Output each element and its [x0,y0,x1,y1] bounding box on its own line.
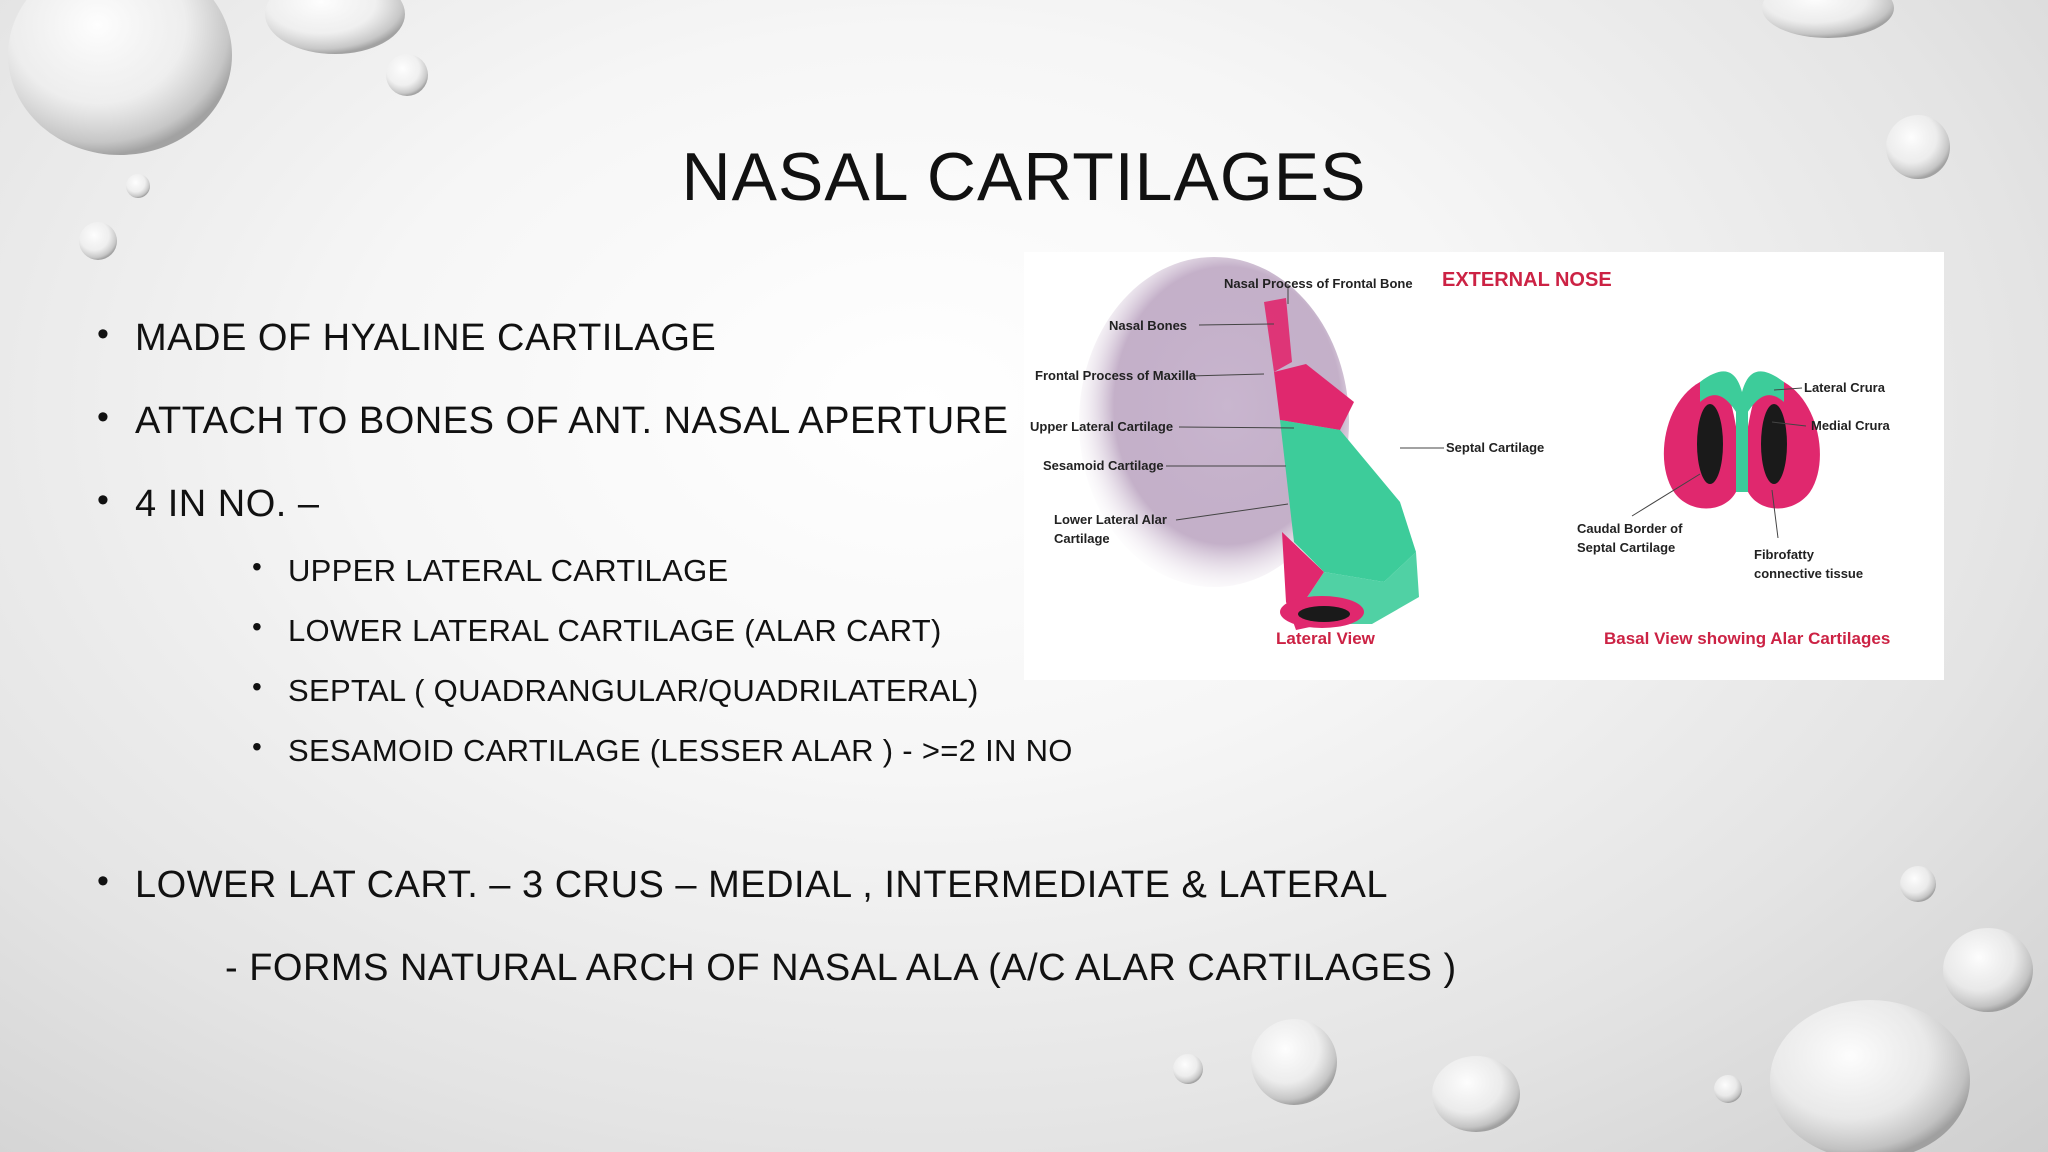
caption-basal-view: Basal View showing Alar Cartilages [1604,629,1891,648]
bullet-icon: • [97,398,110,436]
label-lower-lateral-2: Cartilage [1054,531,1110,546]
sub-bullet-text: LOWER LATERAL CARTILAGE (ALAR CART) [288,613,942,648]
label-lateral-crura: Lateral Crura [1804,380,1885,395]
bullet-note: - FORMS NATURAL ARCH OF NASAL ALA (A/C ALAR CARTILAGES ) [225,947,1457,989]
basal-view-nose [1664,371,1820,508]
sub-bullet-item [252,551,729,589]
figure-heading: EXTERNAL NOSE [1442,269,1612,291]
label-nasal-process: Nasal Process of Frontal Bone [1224,276,1413,291]
bullet-icon: • [97,862,110,900]
slide-title: NASAL CARTILAGES [681,139,1367,215]
label-fibrofatty-1: Fibrofatty [1754,547,1814,562]
sub-bullet-item [252,671,979,709]
drop [1770,1000,1970,1152]
drop [8,0,232,155]
label-frontal-process: Frontal Process of Maxilla [1035,368,1197,383]
label-caudal-2: Septal Cartilage [1577,540,1676,555]
label-nasal-bones: Nasal Bones [1109,318,1188,333]
bullet-icon: • [97,481,110,519]
bullet-text: MADE OF HYALINE CARTILAGE [135,317,717,359]
bullet-icon: • [97,315,110,353]
bullet-text: 4 IN NO. – [135,483,320,525]
bullet-icon: • [252,611,263,642]
nose-illustration [1024,252,1944,680]
label-upper-lateral: Upper Lateral Cartilage [1030,419,1174,434]
sub-bullet-item [252,731,1073,769]
sub-bullet-item [252,611,942,649]
bullet-item [97,315,717,360]
bullet-icon: • [252,731,263,762]
drop [1173,1054,1203,1084]
external-nose-figure [1024,252,1944,680]
bullet-text: ATTACH TO BONES OF ANT. NASAL APERTURE [135,400,1009,442]
drop [1900,866,1936,902]
label-lower-lateral-1: Lower Lateral Alar [1054,512,1167,527]
drop [1714,1075,1742,1103]
bullet-item [97,398,1009,443]
label-caudal-1: Caudal Border of [1577,521,1683,536]
drop [79,222,117,260]
bullet-item [97,862,1389,907]
bullet-icon: • [252,551,263,582]
bullet-item [97,481,320,526]
sub-bullet-text: SESAMOID CARTILAGE (LESSER ALAR ) - >=2 IN NO [288,733,1073,768]
drop [386,54,428,96]
caption-lateral-view: Lateral View [1276,629,1375,648]
sub-bullet-text: UPPER LATERAL CARTILAGE [288,553,729,588]
drop [1432,1056,1520,1132]
drop [1943,928,2033,1012]
bullet-icon: • [252,671,263,702]
drop [1762,0,1894,38]
label-sesamoid: Sesamoid Cartilage [1043,458,1164,473]
label-medial-crura: Medial Crura [1811,418,1890,433]
bullet-text: LOWER LAT CART. – 3 CRUS – MEDIAL , INTERMEDIATE & LATERAL [135,864,1389,906]
label-septal: Septal Cartilage [1446,440,1545,455]
drop [265,0,405,54]
lateral-view-nose [1079,257,1419,630]
label-fibrofatty-2: connective tissue [1754,566,1864,581]
sub-bullet-text: SEPTAL ( QUADRANGULAR/QUADRILATERAL) [288,673,979,708]
drop [1251,1019,1337,1105]
